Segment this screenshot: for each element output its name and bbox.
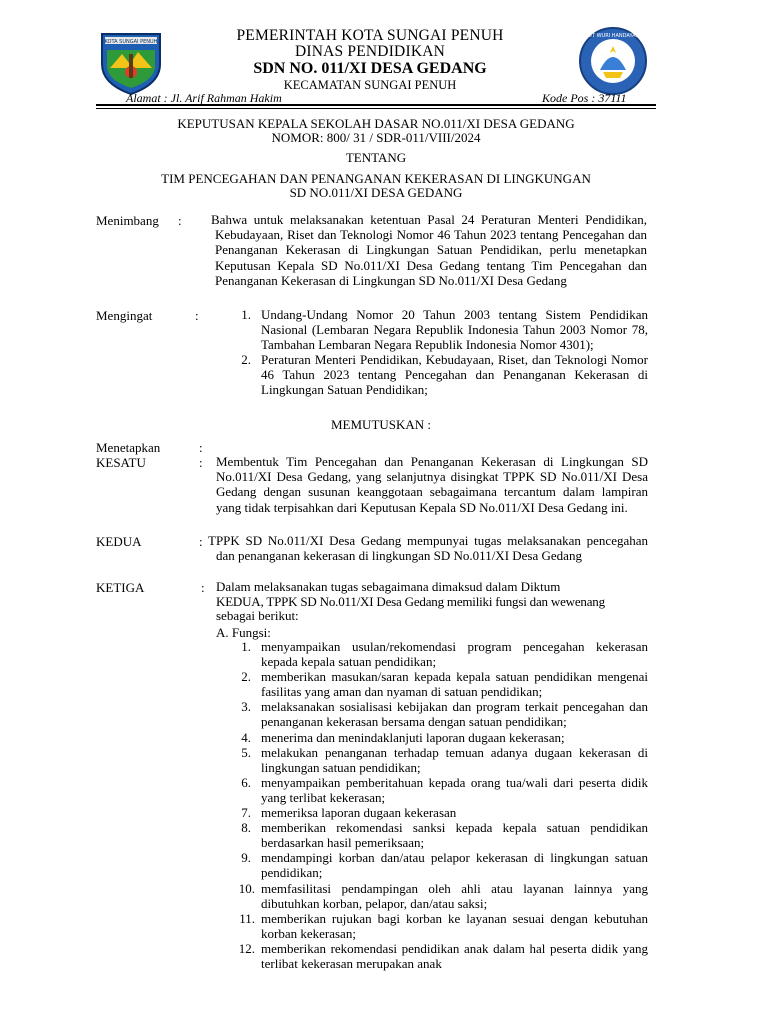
fungsi-item-number: 8.: [241, 820, 251, 836]
decree-tentang: TENTANG: [345, 150, 407, 165]
letterhead: [170, 28, 570, 92]
fungsi-item-number: 9.: [241, 850, 251, 866]
tut-wuri-handayani-logo: [570, 26, 656, 96]
decree-topic-line1: TIM PENCEGAHAN DAN PENANGANAN KEKERASAN DI LINGKUNGAN: [161, 171, 591, 186]
kedua-label: KEDUA: [96, 534, 142, 549]
kedua-text: TPPK SD No.011/XI Desa Gedang mempunyai tugas melaksanakan pencegahan dan penanganan kekerasan di lingkungan SD No.011/XI Desa Gedang: [208, 533, 648, 564]
mengingat-item-number: 2.: [241, 352, 251, 368]
letterhead-divider-thin: [96, 108, 656, 109]
decree-topic-line2: SD NO.011/XI DESA GEDANG: [289, 185, 463, 200]
ketiga-text-line1: Dalam melaksanakan tugas sebagaimana dimaksud dalam Diktum: [216, 579, 561, 594]
svg-text:KOTA SUNGAI PENUH: KOTA SUNGAI PENUH: [104, 39, 158, 45]
svg-text:TUT WURI HANDAYANI: TUT WURI HANDAYANI: [585, 33, 641, 39]
fungsi-item: [241, 729, 648, 745]
fungsi-item: [241, 669, 648, 700]
menetapkan-label: Menetapkan: [96, 440, 161, 455]
mengingat-item-text: Undang-Undang Nomor 20 Tahun 2003 tentang Sistem Pendidikan Nasional (Lembaran Negara Republik Indonesia Tahun 2003 Nomor 78, Tambahan Lembaran Negara Republik Indonesia Nomor 4301);: [261, 307, 648, 353]
fungsi-item: [241, 699, 648, 730]
fungsi-item: [238, 880, 648, 911]
fungsi-item-number: 6.: [241, 774, 251, 790]
fungsi-item-text: menerima dan menindaklanjuti laporan dugaan kekerasan;: [261, 729, 565, 745]
fungsi-item-text: memberikan rekomendasi pendidikan anak dalam hal peserta didik yang terlibat kekerasan merupakan anak: [261, 940, 648, 971]
ketiga-text-line2: KEDUA, TPPK SD No.011/XI Desa Gedang memiliki fungsi dan wewenang: [216, 594, 605, 609]
mengingat-item: [241, 307, 648, 353]
kesatu-label: KESATU: [96, 455, 146, 470]
fungsi-item-number: 5.: [241, 744, 251, 760]
decree-number: NOMOR: 800/ 31 / SDR-011/VIII/2024: [271, 130, 481, 145]
fungsi-item-text: memberikan masukan/saran kepada kepala satuan pendidikan mengenai fasilitas yang aman dan nyaman di satuan pendidikan;: [261, 669, 648, 700]
fungsi-item-text: memberikan rujukan bagi korban ke layanan sesuai dengan kebutuhan korban kekerasan;: [261, 910, 648, 941]
fungsi-item-number: 10.: [238, 880, 255, 896]
fungsi-heading: A. Fungsi:: [216, 625, 271, 640]
fungsi-item: [241, 820, 648, 851]
fungsi-item-text: memfasilitasi pendampingan oleh ahli atau layanan lainnya yang dibutuhkan korban, pelapor, dan/atau saksi;: [261, 880, 648, 911]
kesatu-colon: :: [199, 455, 203, 470]
fungsi-item-number: 7.: [241, 805, 251, 821]
fungsi-item: [241, 805, 648, 821]
letterhead-agency: DINAS PENDIDIKAN: [294, 43, 445, 60]
mengingat-item-number: 1.: [241, 307, 251, 322]
ketiga-text-line3: sebagai berikut:: [216, 608, 299, 623]
letterhead-postal-code: Kode Pos : 37111: [542, 91, 627, 105]
letterhead-school: SDN NO. 011/XI DESA GEDANG: [253, 60, 487, 77]
fungsi-item-number: 11.: [239, 910, 255, 926]
fungsi-item-text: melakukan penanganan terhadap temuan adanya dugaan kekerasan di lingkungan satuan pendidikan;: [261, 744, 648, 775]
fungsi-item-text: menyampaikan pemberitahuan kepada orang tua/wali dari peserta didik yang terlibat kekerasan;: [261, 774, 648, 805]
menimbang-colon: :: [178, 213, 182, 228]
menimbang-label: Menimbang: [96, 213, 159, 228]
mengingat-colon: :: [195, 308, 199, 323]
fungsi-item: [238, 940, 648, 971]
city-logo: [96, 28, 166, 96]
fungsi-item: [241, 774, 648, 805]
ketiga-colon: :: [201, 580, 205, 595]
mengingat-item-text: Peraturan Menteri Pendidikan, Kebudayaan, Riset, dan Teknologi Nomor 46 Tahun 2023 tentang Pencegahan dan Penanganan Kekerasan di Lingkungan Satuan Pendidikan;: [261, 352, 648, 398]
fungsi-item: [241, 744, 648, 775]
mengingat-list: [241, 307, 648, 398]
fungsi-item-number: 4.: [241, 729, 251, 745]
kesatu-text: Membentuk Tim Pencegahan dan Penanganan Kekerasan di Lingkungan SD No.011/XI Desa Gedang, yang selanjutnya disingkat TPPK SD No.011/XI Desa Gedang dengan susunan keanggotaan sebagaimana tercantum dalam lampiran yang tidak terpisahkan dari Keputusan Kepala SD No.011/XI Desa Gedang ini.: [216, 454, 648, 515]
fungsi-item: [241, 639, 648, 670]
memutuskan-heading: MEMUTUSKAN :: [331, 417, 432, 432]
fungsi-item-text: menyampaikan usulan/rekomendasi program pencegahan kekerasan kepada kepala satuan pendidikan;: [261, 639, 648, 670]
letterhead-address: Alamat : Jl. Arif Rahman Hakim: [126, 91, 282, 105]
ketiga-label: KETIGA: [96, 580, 145, 595]
mengingat-item: [241, 352, 648, 398]
fungsi-item: [239, 910, 648, 941]
fungsi-item-number: 2.: [241, 669, 251, 685]
fungsi-item-text: melaksanakan sosialisasi kebijakan dan program terkait pencegahan dan penanganan kekerasan bersama dengan satuan pendidikan;: [261, 699, 648, 730]
letterhead-divider-thick: [96, 104, 656, 106]
fungsi-item-text: memberikan rekomendasi sanksi kepada kepala satuan pendidikan berdasarkan hasil pemeriksaan;: [261, 820, 648, 851]
fungsi-item-number: 12.: [238, 940, 255, 956]
fungsi-item-text: memeriksa laporan dugaan kekerasan: [261, 805, 457, 821]
kedua-colon: :: [199, 534, 203, 549]
letterhead-district: KECAMATAN SUNGAI PENUH: [283, 78, 457, 92]
letterhead-government: PEMERINTAH KOTA SUNGAI PENUH: [236, 27, 504, 44]
fungsi-item-number: 1.: [241, 639, 251, 654]
fungsi-item-text: mendampingi korban dan/atau pelapor kekerasan di lingkungan satuan pendidikan;: [261, 850, 648, 881]
menetapkan-colon: :: [199, 440, 203, 455]
mengingat-label: Mengingat: [96, 308, 153, 323]
fungsi-list: [238, 639, 648, 971]
menimbang-text: Bahwa untuk melaksanakan ketentuan Pasal 24 Peraturan Menteri Pendidikan, Kebudayaan, Riset dan Teknologi Nomor 46 Tahun 2023 tentang Pencegahan dan Penanganan Kekerasan di Lingkungan Satuan Pendidikan, perlu menetapkan Keputusan Kepala SD No.011/XI Desa Gedang tentang Tim Pencegahan dan Penanganan Kekerasan di Lingkungan SD No.011/XI Desa Gedang: [211, 212, 647, 288]
fungsi-item: [241, 850, 648, 881]
decree-title: KEPUTUSAN KEPALA SEKOLAH DASAR NO.011/XI DESA GEDANG: [177, 116, 575, 131]
fungsi-item-number: 3.: [241, 699, 251, 715]
